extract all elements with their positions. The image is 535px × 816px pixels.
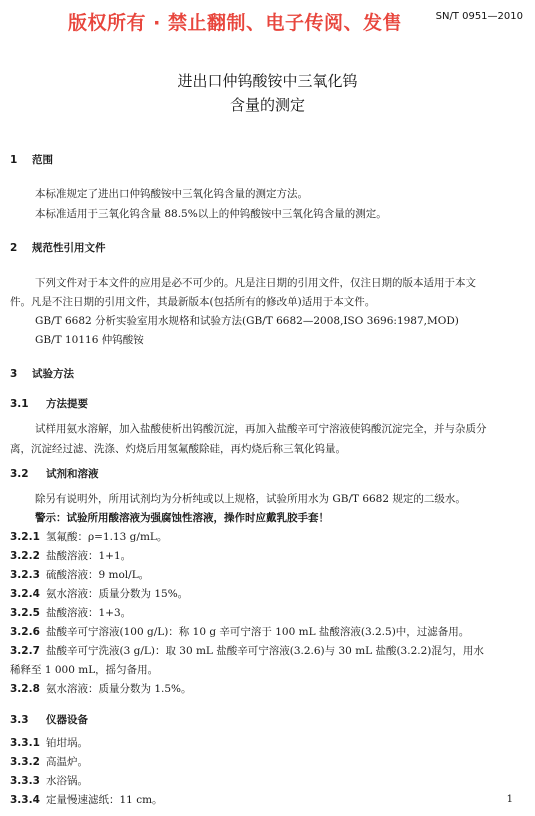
reagent-text: 盐酸辛可宁溶液(100 g/L)：称 10 g 辛可宁溶于 100 mL 盐酸溶液(3.2.5)中，过滤备用。 [46,626,470,638]
equipment-number: 3.3.2 [10,756,40,768]
reagent-number: 3.2.2 [10,550,40,562]
section-3-title: 试验方法 [32,368,74,380]
reagent-text: 盐酸辛可宁洗液(3 g/L)：取 30 mL 盐酸辛可宁溶液(3.2.6)与 30 mL 盐酸(3.2.2)混匀，用水 [46,645,484,657]
reagent-item [10,529,167,544]
equipment-text: 铂坩埚。 [46,737,88,749]
section-3-2-heading [10,466,99,481]
document-title-line1: 进出口仲钨酸铵中三氧化钨 [177,72,358,90]
reagent-item [10,605,131,620]
reagent-number: 3.2.5 [10,607,40,619]
reagent-item-continuation [10,662,158,677]
reference-gbt-6682: GB/T 6682 分析实验室用水规格和试验方法(GB/T 6682—2008,ISO 3696:1987,MOD) [35,315,459,327]
section-3-heading [10,366,74,381]
reagent-number: 3.2.4 [10,588,40,600]
reagent-item [10,586,188,601]
copyright-watermark: 版权所有 · 禁止翻制、电子传阅、发售 [68,12,402,34]
equipment-item [10,773,88,788]
equipment-item [10,754,88,769]
reagent-text: 盐酸溶液：1+1。 [46,550,132,562]
section-3-2-paragraph: 除另有说明外，所用试剂均为分析纯或以上规格，试验所用水为 GB/T 6682 规定的二级水。 [35,493,466,505]
reagent-item [10,567,149,582]
reagent-text: 硫酸溶液：9 mol/L。 [46,569,150,581]
section-1-paragraph-2: 本标准适用于三氧化钨含量 88.5%以上的仲钨酸铵中三氧化钨含量的测定。 [35,208,387,220]
document-title-line2: 含量的测定 [229,96,305,114]
reagent-number: 3.2.7 [10,645,40,657]
equipment-text: 水浴锅。 [46,775,88,787]
equipment-number: 3.3.1 [10,737,40,749]
section-3-1-paragraph-line-1: 试样用氨水溶解，加入盐酸使析出钨酸沉淀，再加入盐酸辛可宁溶液使钨酸沉淀完全，并与杂质分 [35,423,487,435]
section-3-3-heading [10,712,88,727]
section-1-paragraph-1: 本标准规定了进出口仲钨酸铵中三氧化钨含量的测定方法。 [35,188,308,200]
reagent-number: 3.2.3 [10,569,40,581]
section-1-heading [10,152,53,167]
section-1-title: 范围 [32,154,53,166]
section-2-paragraph-line-2: 件。凡是不注日期的引用文件，其最新版本(包括所有的修改单)适用于本文件。 [10,296,376,308]
reagent-number: 3.2.8 [10,683,40,695]
reagent-text: 盐酸溶液：1+3。 [46,607,132,619]
section-3-number: 3 [10,368,18,380]
safety-warning: 警示：试验所用酸溶液为强腐蚀性溶液，操作时应戴乳胶手套！ [35,512,329,524]
reagent-number: 3.2.6 [10,626,40,638]
section-2-number: 2 [10,242,18,254]
section-3-2-title: 试剂和溶液 [46,468,99,480]
standard-number: SN/T 0951—2010 [435,11,523,22]
section-1-number: 1 [10,154,18,166]
section-3-2-number: 3.2 [10,468,29,480]
reagent-item [10,643,484,658]
section-3-3-title: 仪器设备 [46,714,88,726]
reagent-text: 氨水溶液：质量分数为 1.5%。 [46,683,192,695]
equipment-item [10,735,88,750]
reagent-item [10,548,131,563]
section-3-1-paragraph-line-2: 离，沉淀经过滤、洗涤、灼烧后用氢氟酸除硅，再灼烧后称三氧化钨量。 [10,443,346,455]
equipment-number: 3.3.4 [10,794,40,806]
reference-gbt-10116: GB/T 10116 仲钨酸铵 [35,334,144,346]
section-3-1-heading [10,396,88,411]
section-3-1-title: 方法提要 [46,398,88,410]
equipment-text: 高温炉。 [46,756,88,768]
equipment-text: 定量慢速滤纸：11 cm。 [46,794,163,806]
section-2-heading [10,240,106,255]
reagent-item [10,624,469,639]
section-2-title: 规范性引用文件 [32,242,106,254]
reagent-text: 氢氟酸：ρ=1.13 g/mL。 [46,531,168,543]
equipment-item [10,792,163,807]
reagent-text: 稀释至 1 000 mL，摇匀备用。 [10,664,159,676]
section-2-paragraph-line-1: 下列文件对于本文件的应用是必不可少的。凡是注日期的引用文件，仅注日期的版本适用于本文 [35,277,476,289]
reagent-item [10,681,192,696]
reagent-text: 氨水溶液：质量分数为 15%。 [46,588,189,600]
section-3-1-number: 3.1 [10,398,29,410]
section-3-3-number: 3.3 [10,714,29,726]
page-number: 1 [506,794,513,805]
equipment-number: 3.3.3 [10,775,40,787]
reagent-number: 3.2.1 [10,531,40,543]
